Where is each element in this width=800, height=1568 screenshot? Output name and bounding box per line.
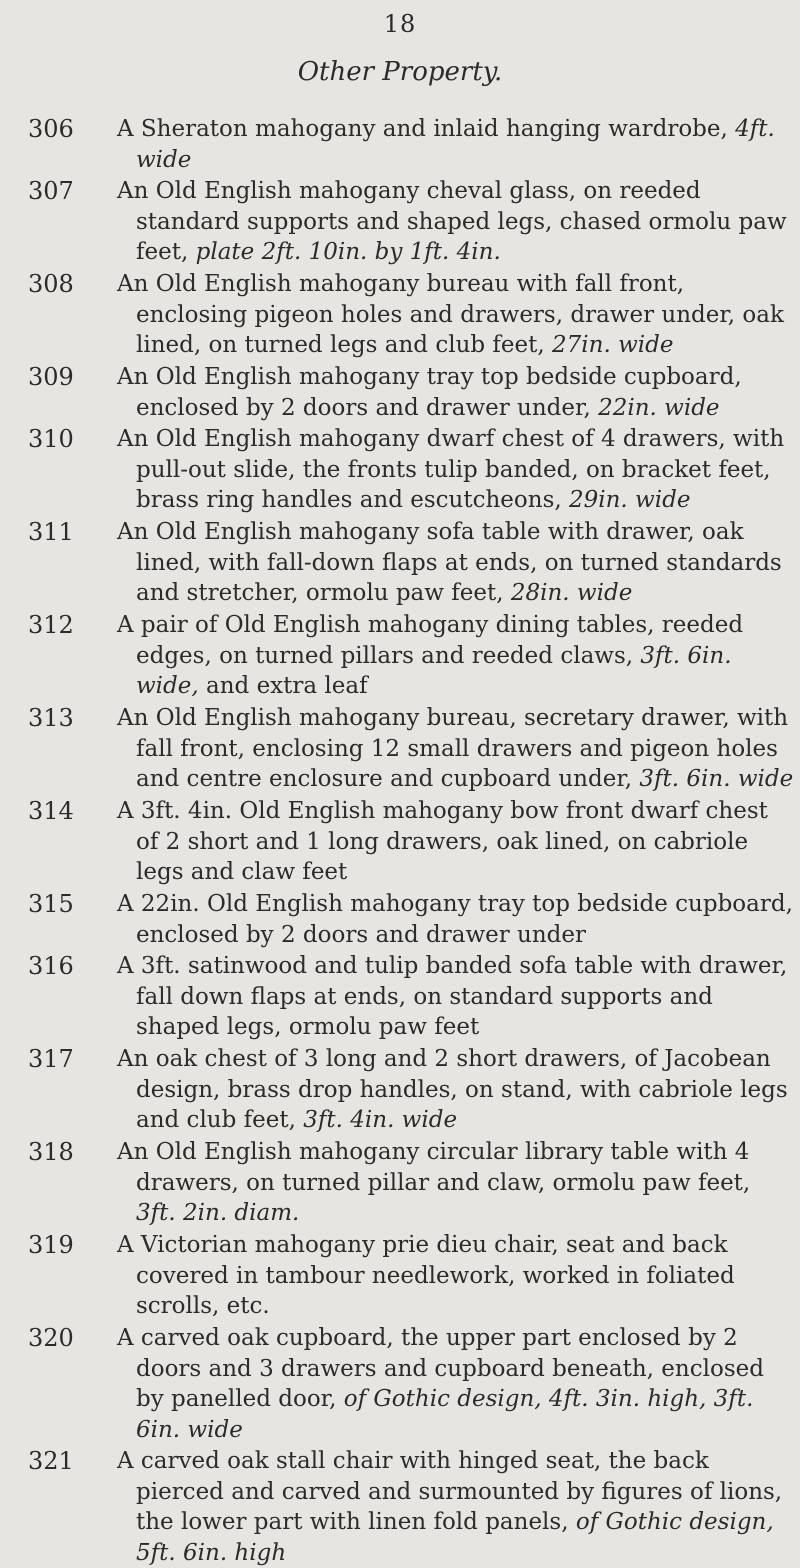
- page-number: 18: [383, 10, 417, 38]
- lot-description: An Old English mahogany dwarf chest of 4 drawers, with pull-out slide, the fronts tulip banded, on bracket feet, brass ring handles and escutcheons, 29in. wide: [117, 426, 785, 513]
- lot-description: A 3ft. 4in. Old English mahogany bow front dwarf chest of 2 short and 1 long drawers, oak lined, on cabriole legs and claw feet: [117, 798, 768, 885]
- lot-description: An Old English mahogany cheval glass, on reeded standard supports and shaped legs, chased ormolu paw feet, plate 2ft. 10in. by 1ft. 4in.: [117, 178, 787, 265]
- lot-number: 321: [28, 1447, 74, 1475]
- section-title: Other Property.: [297, 57, 503, 87]
- lot-number: 315: [28, 890, 74, 918]
- lot-description: A carved oak cupboard, the upper part enclosed by 2 doors and 3 drawers and cupboard beneath, enclosed by panelled door, of Gothic design, 4ft. 3in. high, 3ft. 6in. wide: [117, 1325, 764, 1443]
- lot-description: An Old English mahogany bureau with fall front, enclosing pigeon holes and drawers, drawer under, oak lined, on turned legs and club feet, 27in. wide: [117, 271, 784, 358]
- lot-description: An Old English mahogany circular library table with 4 drawers, on turned pillar and claw, ormolu paw feet, 3ft. 2in. diam.: [117, 1139, 751, 1226]
- lot-description: A 22in. Old English mahogany tray top bedside cupboard, enclosed by 2 doors and drawer under: [117, 891, 793, 948]
- lot-number: 317: [28, 1045, 74, 1073]
- lot-description: An Old English mahogany sofa table with drawer, oak lined, with fall-down flaps at ends, on turned standards and stretcher, ormolu paw feet, 28in. wide: [117, 519, 782, 606]
- lot-number: 320: [28, 1324, 74, 1352]
- lot-number: 306: [28, 115, 74, 143]
- lot-number: 314: [28, 797, 74, 825]
- lot-number: 311: [28, 518, 74, 546]
- lot-description: A pair of Old English mahogany dining tables, reeded edges, on turned pillars and reeded claws, 3ft. 6in. wide, and extra leaf: [117, 612, 744, 699]
- lot-number: 318: [28, 1138, 74, 1166]
- lot-number: 312: [28, 611, 74, 639]
- lot-number: 310: [28, 425, 74, 453]
- lot-number: 316: [28, 952, 74, 980]
- lot-number: 308: [28, 270, 74, 298]
- lot-description: An Old English mahogany bureau, secretary drawer, with fall front, enclosing 12 small drawers and pigeon holes and centre enclosure and cupboard under, 3ft. 6in. wide: [117, 705, 794, 792]
- lot-description: An oak chest of 3 long and 2 short drawers, of Jacobean design, brass drop handles, on stand, with cabriole legs and club feet, 3ft. 4in. wide: [117, 1046, 788, 1133]
- lot-number: 309: [28, 363, 74, 391]
- lot-description: An Old English mahogany tray top bedside cupboard, enclosed by 2 doors and drawer under, 22in. wide: [117, 364, 742, 421]
- lot-description: A 3ft. satinwood and tulip banded sofa table with drawer, fall down flaps at ends, on standard supports and shaped legs, ormolu paw feet: [117, 953, 788, 1040]
- lot-description: A Sheraton mahogany and inlaid hanging wardrobe, 4ft. wide: [117, 116, 775, 173]
- lot-description: A carved oak stall chair with hinged seat, the back pierced and carved and surmounted by figures of lions, the lower part with linen fold panels, of Gothic design, 5ft. 6in. high: [117, 1448, 783, 1566]
- lot-number: 307: [28, 177, 74, 205]
- lot-description: A Victorian mahogany prie dieu chair, seat and back covered in tambour needlework, worked in foliated scrolls, etc.: [117, 1232, 735, 1319]
- lot-number: 319: [28, 1231, 74, 1259]
- lot-number: 313: [28, 704, 74, 732]
